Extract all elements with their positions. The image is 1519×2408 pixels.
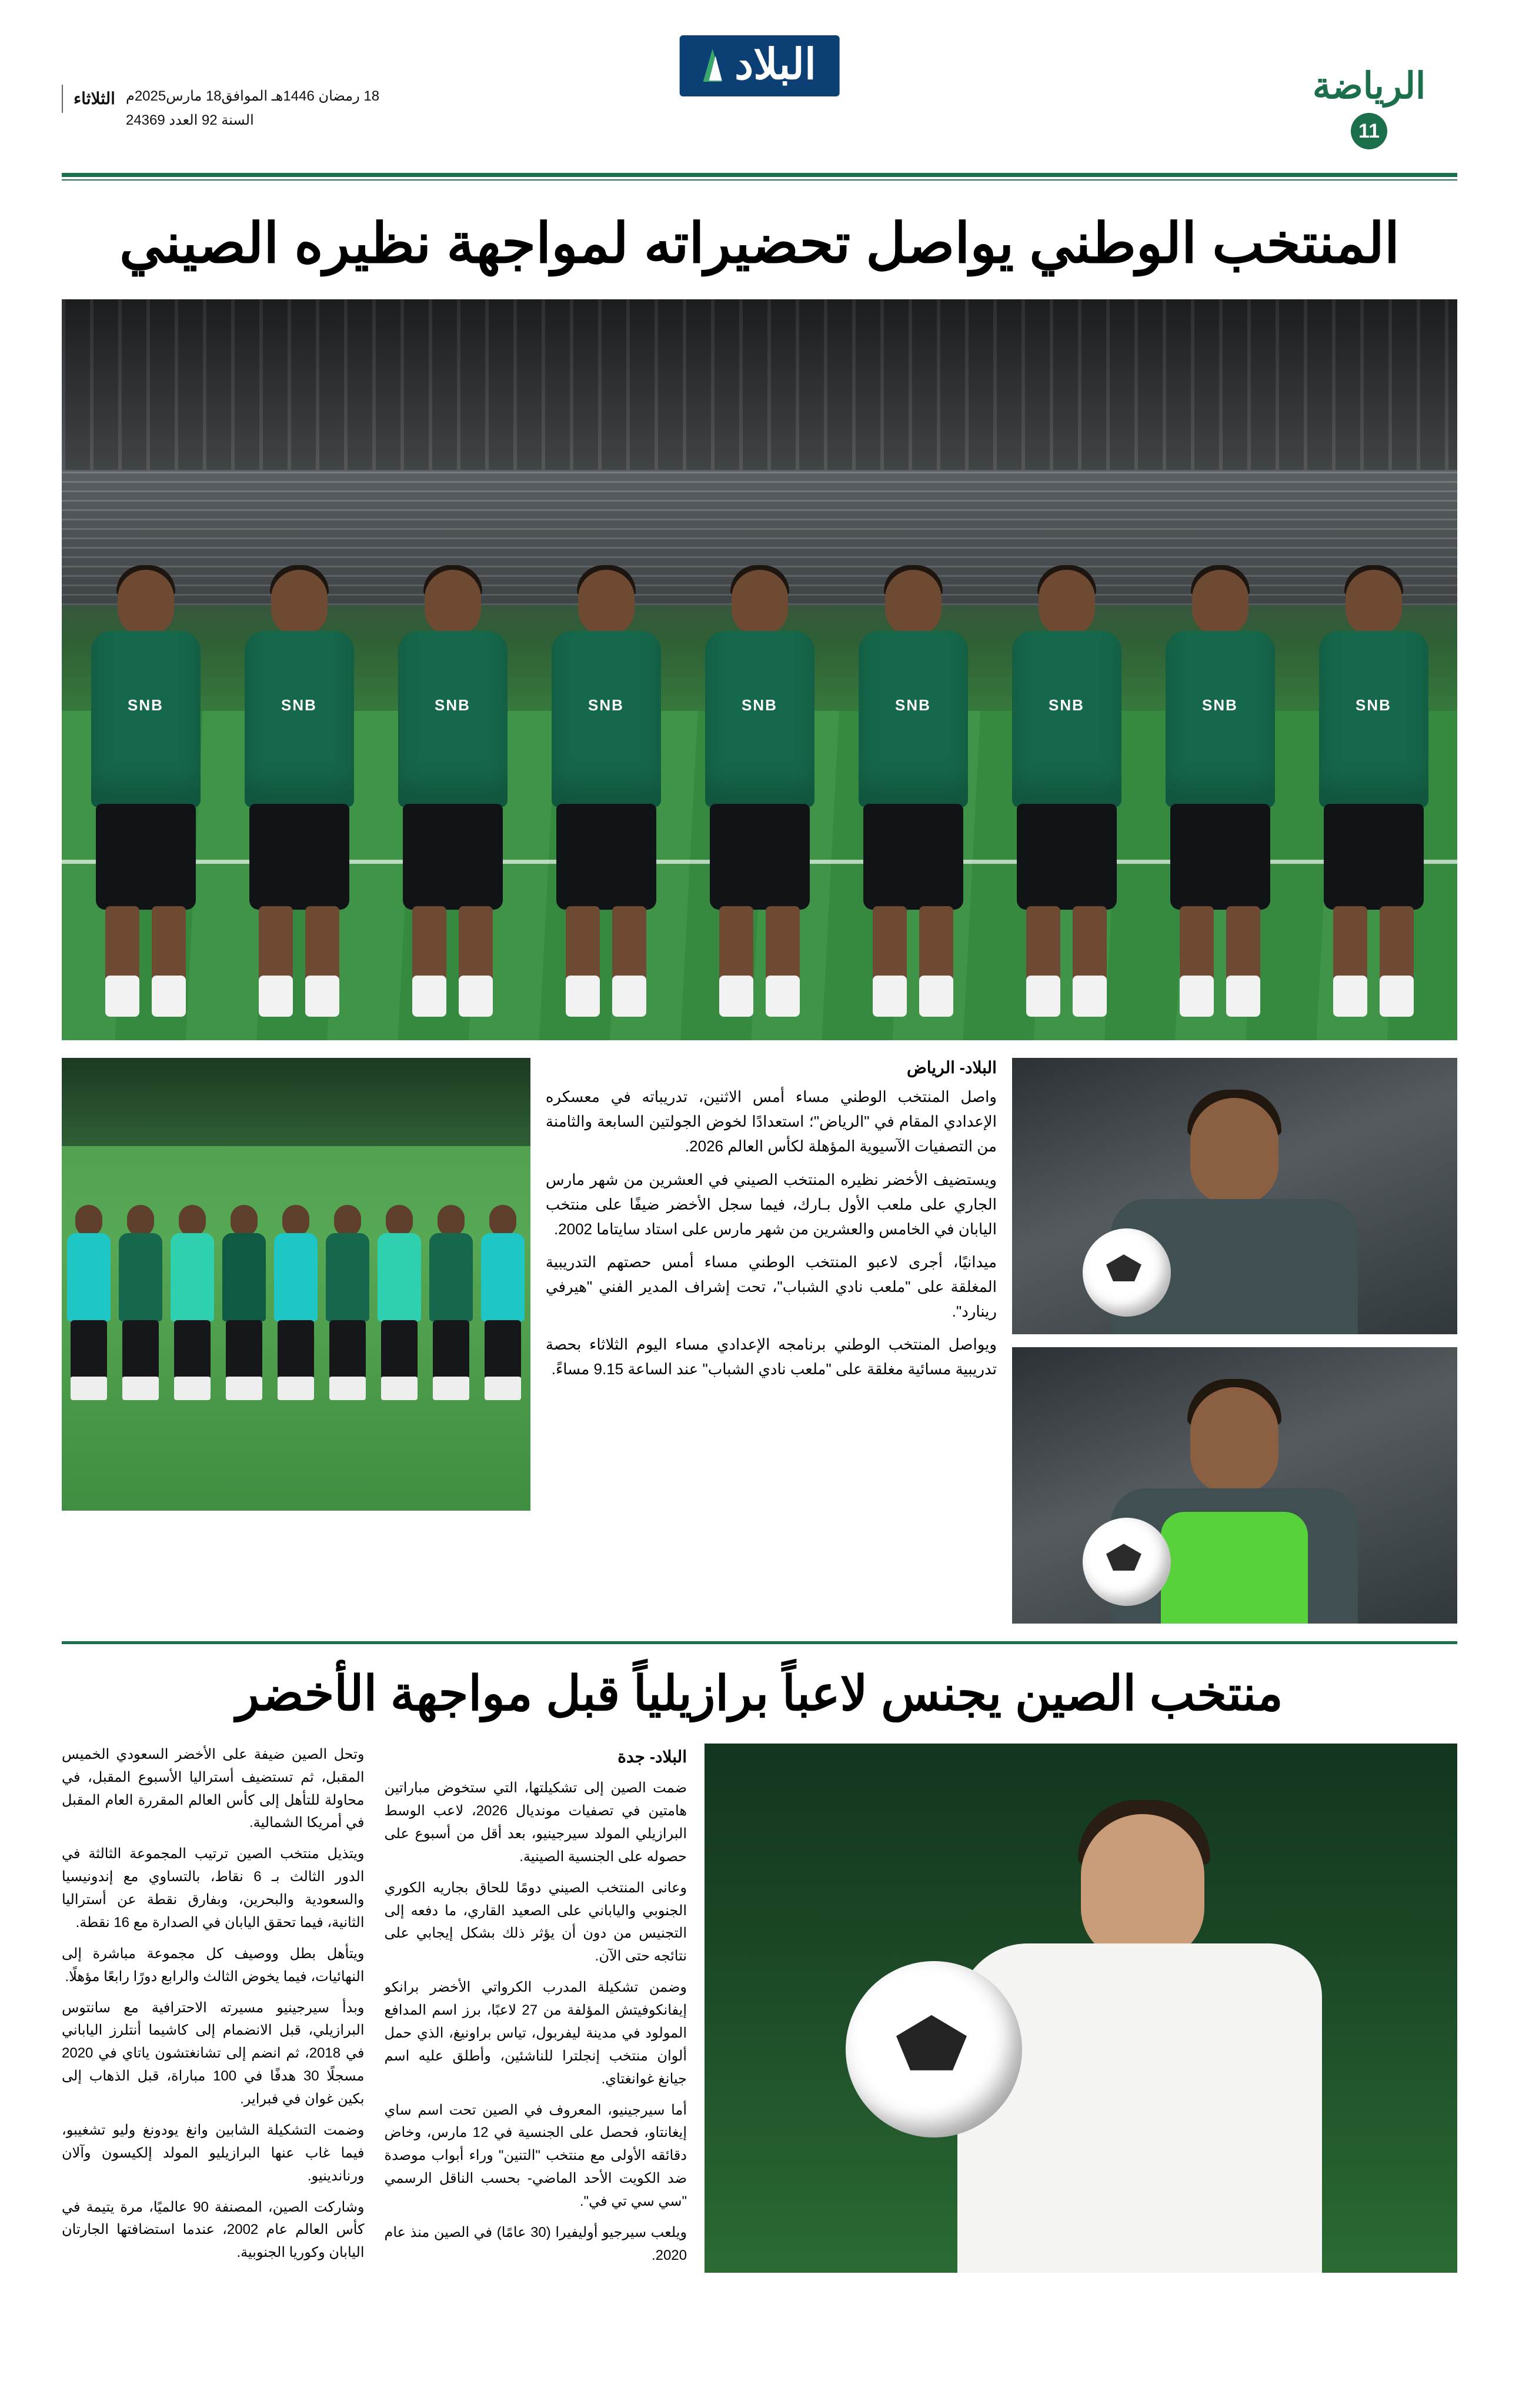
story-top-right-photos [1012, 1058, 1457, 1624]
paragraph: ويستضيف الأخضر نظيره المنتخب الصيني في العشرين من شهر مارس الجاري على ملعب الأول بـارك، فيما سجل الأخضر ضيفًا على منتخب اليابان في الخامس والعشرين من شهر مارس على استاد سايتاما 2002. [545, 1170, 997, 1238]
masthead-rule-thin [62, 179, 1457, 181]
player-portrait-photo-1 [1012, 1058, 1457, 1334]
player-figure: SNB [699, 570, 820, 1017]
player-figure: SNB [239, 570, 359, 1017]
player-figure: SNB [85, 570, 206, 1017]
paragraph: ويتأهل بطل ووصيف كل مجموعة مباشرة إلى النهائيات، فيما يخوض الثالث والرابع دورًا رابعًا مؤهلًا. [62, 1945, 365, 1985]
issue-number: السنة 92 العدد 24369 [125, 112, 254, 128]
paragraph: ضمت الصين إلى تشكيلتها، التي ستخوض مباراتين هامتين في تصفيات مونديال 2026، لاعب الوسط البرازيلي المولد سيرجينيو، بعد أقل من أسبوع على حصوله على الجنسية الصينية. [384, 1780, 687, 1865]
paragraph: ميدانيًا، أجرى لاعبو المنتخب الوطني مساء أمس حصتهم التدريبية المغلقة على "ملعب نادي الشباب"، تحت إشراف المدير الفني "هيرفي رينارد". [545, 1253, 997, 1321]
story-top-text [546, 1058, 997, 1390]
paragraph: وضمت التشكيلة الشابين وانغ يودونغ وليو تشغيبو، فيما غاب عنها البرازيليو المولد إلكيسون وآلان ورناندينيو. [62, 2122, 365, 2184]
masthead-rule [62, 173, 1457, 177]
paragraph: ويلعب سيرجيو أوليفيرا (30 عامًا) في الصين منذ عام 2020. [384, 2224, 687, 2263]
section-title: الرياضة [1312, 66, 1426, 106]
team-huddle-photo [62, 1058, 530, 1511]
issue-date: 18 رمضان 1446هـ الموافق18 مارس2025م [125, 88, 380, 105]
issue-lines [126, 85, 379, 133]
paragraph: ويتذيل منتخب الصين ترتيب المجموعة الثالثة في الدور الثالث بـ 6 نقاط، بالتساوي مع إندونيسيا والسعودية والبحرين، وبفارق نقطة عن أستراليا الثانية، فيما تحقق اليابان في الصدارة مع 16 نقطة. [62, 1846, 365, 1931]
logo-box [679, 35, 840, 96]
story-bottom-col-right [385, 1744, 687, 2276]
story-bottom-byline: البلاد- جدة [617, 1747, 687, 1766]
player-figure: SNB [546, 570, 666, 1017]
section-divider [62, 1641, 1457, 1644]
player-figure: SNB [1006, 570, 1127, 1017]
story-bottom [62, 1744, 1457, 2276]
section-badge [1281, 68, 1457, 149]
secondary-headline: منتخب الصين يجنس لاعباً برازيلياً قبل مواجهة الأخضر [236, 1667, 1283, 1721]
player-figure: SNB [1313, 570, 1434, 1017]
story-top-body [546, 1084, 997, 1390]
story-bottom-col-left [62, 1744, 365, 2276]
masthead [62, 0, 1457, 165]
paragraph: أما سيرجينيو، المعروف في الصين تحت اسم ساي إيغانتاو، فحصل على الجنسية في 12 مارس، وخاض دقائقه الأولى مع منتخب "التنين" وراء أبواب موصدة ضد الكويت الأحد الماضي- بحسب الناقل الرسمي "سي سي تي في". [384, 2102, 687, 2210]
lead-photo-team [62, 299, 1457, 1040]
paragraph: وتحل الصين ضيفة على الأخضر السعودي الخميس المقبل، ثم تستضيف أستراليا الأسبوع المقبل، في محاولة للتأهل إلى كأس العالم المقررة العام المقبل في أمريكا الشمالية. [62, 1746, 365, 1831]
paragraph: وبدأ سيرجينيو مسيرته الاحترافية مع سانتوس البرازيلي، قبل الانضمام إلى كاشيما أنتلرز الياباني في 2018، ثم انضم إلى تشانغتشون ياتاي في 2020 مسجلًا 30 هدفًا في 100 مباراة، قبل الذهاب إلى بكين غوان في فبراير. [62, 1999, 365, 2108]
issue-day: الثلاثاء [62, 85, 115, 113]
paragraph: وشاركت الصين، المصنفة 90 عالميًا، مرة يتيمة في كأس العالم عام 2002، عندما استضافتها الجارتان اليابان وكوريا الجنوبية. [62, 2199, 365, 2261]
paragraph: وعانى المنتخب الصيني دومًا للحاق بجاريه الكوري الجنوبي والياباني على الصعيد القاري، ما دفعه إلى التجنيس من دون أن يؤثر ذلك بشكل إيجابي على نتائجه حتى الآن. [384, 1879, 687, 1965]
player-portrait-photo-2 [1012, 1347, 1457, 1624]
page-number: 11 [1351, 113, 1387, 149]
paragraph: واصل المنتخب الوطني مساء أمس الاثنين، تدريباته في معسكره الإعدادي المقام في "الرياض"؛ استعدادًا لخوض الجولتين السابعة والثامنة من التصفيات الآسيوية المؤهلة لكأس العالم 2026. [545, 1088, 997, 1155]
story-top [62, 1058, 1457, 1624]
player-figure: SNB [853, 570, 973, 1017]
logo-text: البلاد [735, 41, 816, 88]
story-top-byline: البلاد- الرياض [906, 1058, 997, 1077]
player-figure: SNB [1160, 570, 1280, 1017]
brazilian-player-photo [705, 1744, 1457, 2273]
newspaper-logo [679, 35, 840, 96]
main-headline: المنتخب الوطني يواصل تحضيراته لمواجهة نظيره الصيني [119, 212, 1400, 274]
issue-info [62, 85, 380, 133]
player-figure: SNB [392, 570, 513, 1017]
paragraph: ويواصل المنتخب الوطني برنامجه الإعدادي مساء اليوم الثلاثاء بحصة تدريبية مسائية مغلقة على "ملعب نادي الشباب" عند الساعة 9.15 مساءً. [545, 1335, 997, 1378]
paragraph: وضمن تشكيلة المدرب الكرواتي الأخضر برانكو إيفانكوفيتش المؤلفة من 27 لاعبًا، برز اسم المدافع المولود في مدينة ليفربول، تياس براونيغ، الذي حمل ألوان منتخب إنجلترا للناشئين، وأطلق عليه اسم جيانغ غوانغتاي. [384, 1979, 687, 2087]
story-bottom-columns [62, 1744, 687, 2276]
flag-mark-icon [703, 46, 724, 83]
